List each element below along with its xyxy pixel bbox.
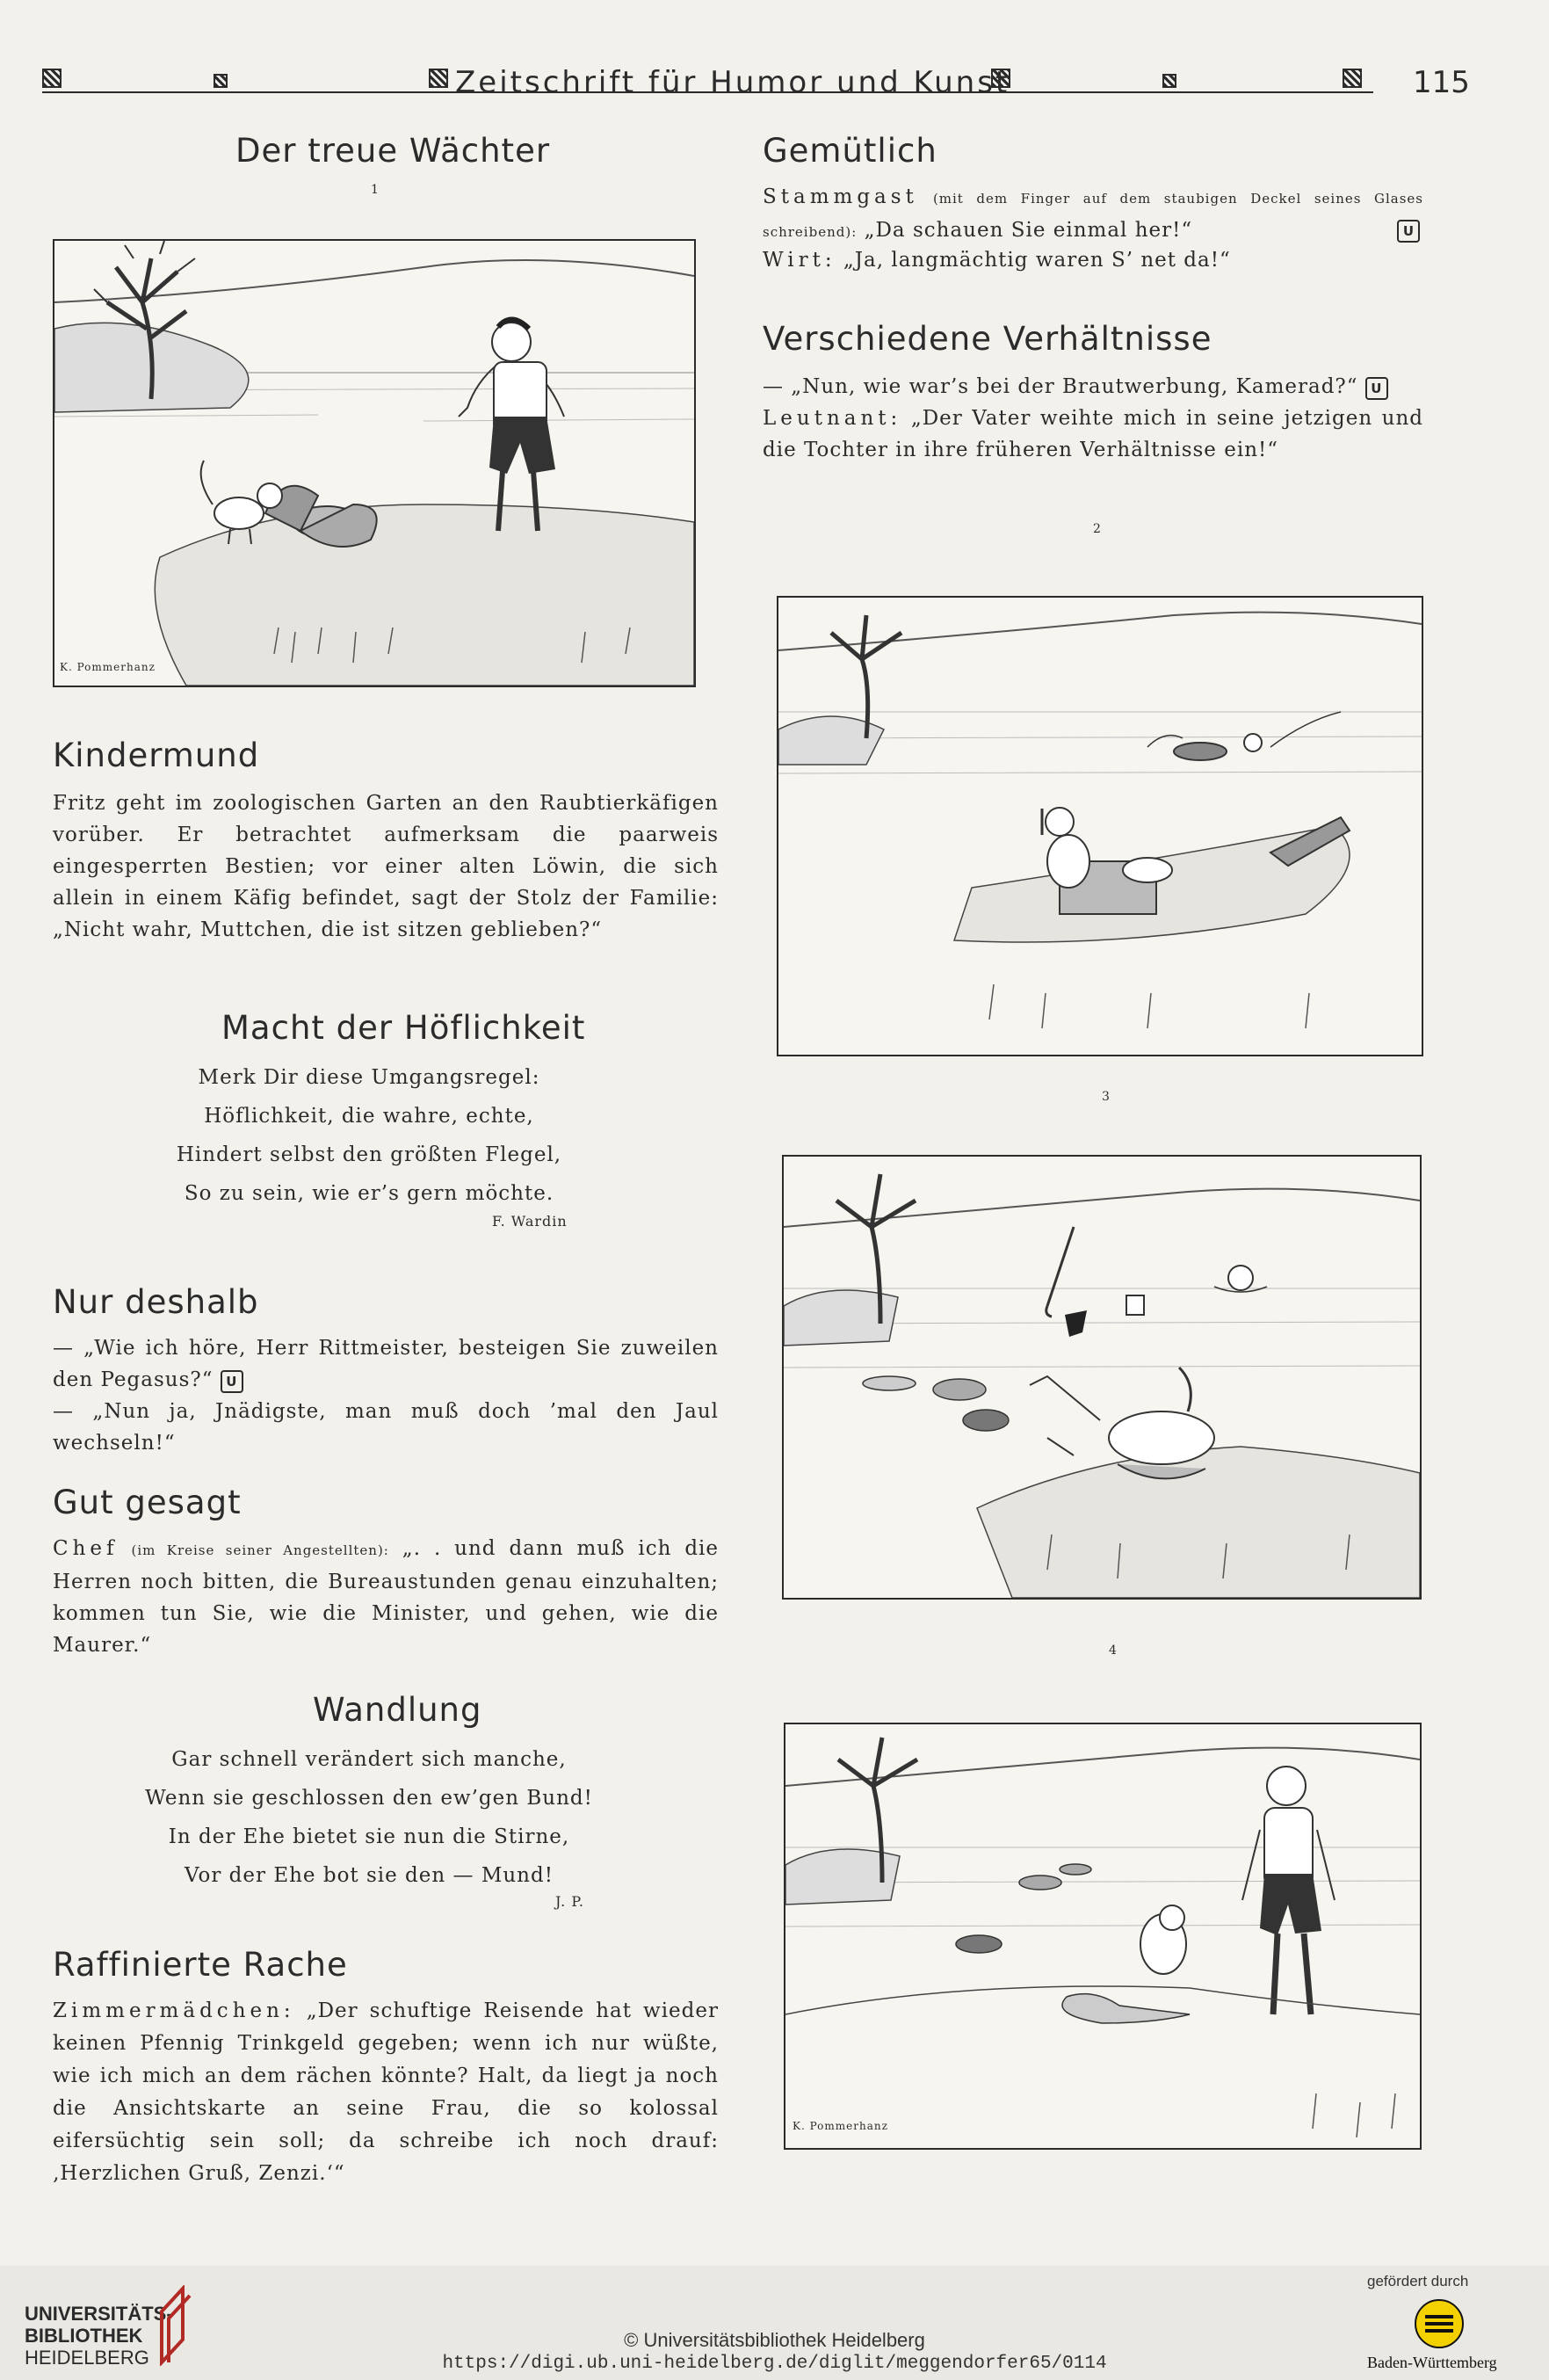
nur-deshalb-line-1 [53, 1332, 719, 1396]
u-badge-icon: U [221, 1370, 243, 1393]
magazine-title: Zeitschrift für Humor und Kunst [455, 65, 1010, 100]
dialogue-line: „Der Vater weihte mich in seine jetzigen und die Tochter in ihre früheren Verhältnisse ein!“ [763, 407, 1424, 461]
panel-number: 4 [1109, 1644, 1117, 1658]
dialogue-line: — „Nun, wie war’s bei der Brautwerbung, Kamerad?“ [763, 375, 1358, 398]
permalink-url[interactable]: https://digi.ub.uni-heidelberg.de/diglit/meggendorfer65/0114 [442, 2354, 1107, 2374]
dialogue-line: „Da schauen Sie einmal her!“ [864, 219, 1193, 242]
speaker-label: Leutnant: [763, 407, 902, 430]
speaker-label: Zimmermädchen: [53, 1999, 295, 2022]
panel-number: 3 [1102, 1090, 1110, 1104]
verse-line: Wenn sie geschlossen den ew’gen Bund! [145, 1787, 593, 1810]
page-footer [0, 2266, 1549, 2380]
ornament-icon [214, 74, 228, 88]
panel-4-drawing [785, 1724, 1420, 2148]
verse-line: Vor der Ehe bot sie den — Mund! [185, 1864, 554, 1887]
section-title-kindermund: Kindermund [53, 736, 260, 774]
verse-line: Merk Dir diese Umgangsregel: [198, 1066, 540, 1089]
copyright-notice: © Universitätsbibliothek Heidelberg [624, 2329, 925, 2351]
section-title-gut-gesagt: Gut gesagt [53, 1484, 242, 1521]
gemuetlich-text-1 [763, 181, 1423, 248]
page-number: 115 [1413, 65, 1470, 100]
ornament-icon [42, 69, 62, 88]
panel-2-drawing [778, 598, 1422, 1055]
section-title-treue-waechter: Der treue Wächter [235, 132, 551, 170]
funding-label: gefördert durch [1367, 2273, 1469, 2289]
author-signature: J. P. [555, 1893, 584, 1910]
verhaeltnisse-line-2 [763, 403, 1423, 466]
speaker-label: Wirt: [763, 249, 836, 272]
wandlung-verse [114, 1740, 624, 1895]
illustration-panel-4 [784, 1723, 1422, 2150]
panel-number: 1 [371, 183, 379, 197]
verse-line: Höflichkeit, die wahre, echte, [204, 1105, 534, 1128]
ornament-icon [429, 69, 448, 88]
stage-direction: (mit dem Finger auf dem staubigen Deckel seines Glases schreibend): [763, 191, 1423, 240]
dialogue-line: „Der schuftige Reisende hat wieder keinen Pfennig Trinkgeld gegeben; wenn ich nur wüßte, wie ich mich an dem rächen könnte? Halt, da liegt ja noch die Ansichtskarte an seine Frau, die so kolossal eifersüchtig sein soll; da schreibe ich noch drauf: ‚Herzlichen Gruß, Zenzi.‘“ [53, 1999, 719, 2185]
dialogue-line: — „Wie ich höre, Herr Rittmeister, besteigen Sie zuweilen den Pegasus?“ [53, 1337, 719, 1391]
panel-number: 2 [1093, 522, 1101, 536]
dialogue-line: „. . und dann muß ich die Herren noch bitten, die Bureaustunden genau einzuhalten; kommen tun Sie, wie die Minister, und gehen, wie die Maurer.“ [53, 1537, 720, 1657]
speaker-label: Stammgast [763, 185, 918, 208]
verhaeltnisse-line-1 [763, 371, 1423, 403]
section-title-wandlung: Wandlung [313, 1691, 482, 1729]
verse-line: So zu sein, wie er’s gern möchte. [184, 1182, 554, 1205]
rache-text [53, 1995, 719, 2190]
funder-name: Baden-Württemberg [1367, 2354, 1497, 2371]
dialogue-line: „Ja, langmächtig waren S’ net da!“ [843, 249, 1231, 272]
hoeflichkeit-verse [141, 1058, 597, 1213]
section-title-verhaeltnisse: Verschiedene Verhältnisse [763, 320, 1212, 358]
section-title-nur-deshalb: Nur deshalb [53, 1283, 259, 1321]
panel-signature: K. Pommerhanz [793, 2120, 888, 2132]
verse-line: Gar schnell verändert sich manche, [171, 1748, 567, 1771]
illustration-panel-2 [777, 596, 1423, 1056]
gemuetlich-text-2 [763, 244, 1423, 276]
gut-gesagt-text [53, 1533, 719, 1661]
section-title-rache: Raffinierte Rache [53, 1946, 348, 1984]
library-name-line: HEIDELBERG [25, 2347, 149, 2369]
nur-deshalb-line-2: — „Nun ja, Jnädigste, man muß doch ’mal den Jaul wechseln!“ [53, 1400, 719, 1455]
illustration-panel-1 [53, 239, 696, 687]
panel-1-drawing [54, 241, 694, 686]
section-title-hoeflichkeit: Macht der Höflichkeit [221, 1009, 586, 1047]
page-header [42, 58, 1470, 111]
u-badge-icon: U [1397, 220, 1420, 243]
verse-line: Hindert selbst den größten Flegel, [176, 1143, 562, 1166]
section-title-gemuetlich: Gemütlich [763, 132, 937, 170]
author-signature: F. Wardin [492, 1213, 568, 1230]
ornament-icon [1343, 69, 1362, 88]
library-name-line: BIBLIOTHEK [25, 2325, 143, 2347]
panel-3-drawing [784, 1157, 1420, 1598]
ornament-icon [1162, 74, 1176, 88]
stage-direction: (im Kreise seiner Angestellten): [131, 1542, 389, 1558]
u-badge-icon: U [1365, 377, 1388, 400]
kindermund-text: Fritz geht im zoologischen Garten an den Raubtierkäfigen vorüber. Er betrachtet aufmerksam die paarweis eingesperrten Bestien; vor einer alten Löwin, die sich allein in einem Käfig befindet, sagt der Stolz der Familie: „Nicht wahr, Muttchen, die ist sitzen geblieben?“ [53, 792, 719, 941]
coat-of-arms-icon [1413, 2297, 1466, 2350]
illustration-panel-3 [782, 1155, 1422, 1600]
library-name-line: UNIVERSITÄTS- [25, 2303, 173, 2325]
panel-signature: K. Pommerhanz [60, 661, 156, 673]
verse-line: In der Ehe bietet sie nun die Stirne, [168, 1825, 570, 1848]
speaker-label: Chef [53, 1537, 119, 1560]
